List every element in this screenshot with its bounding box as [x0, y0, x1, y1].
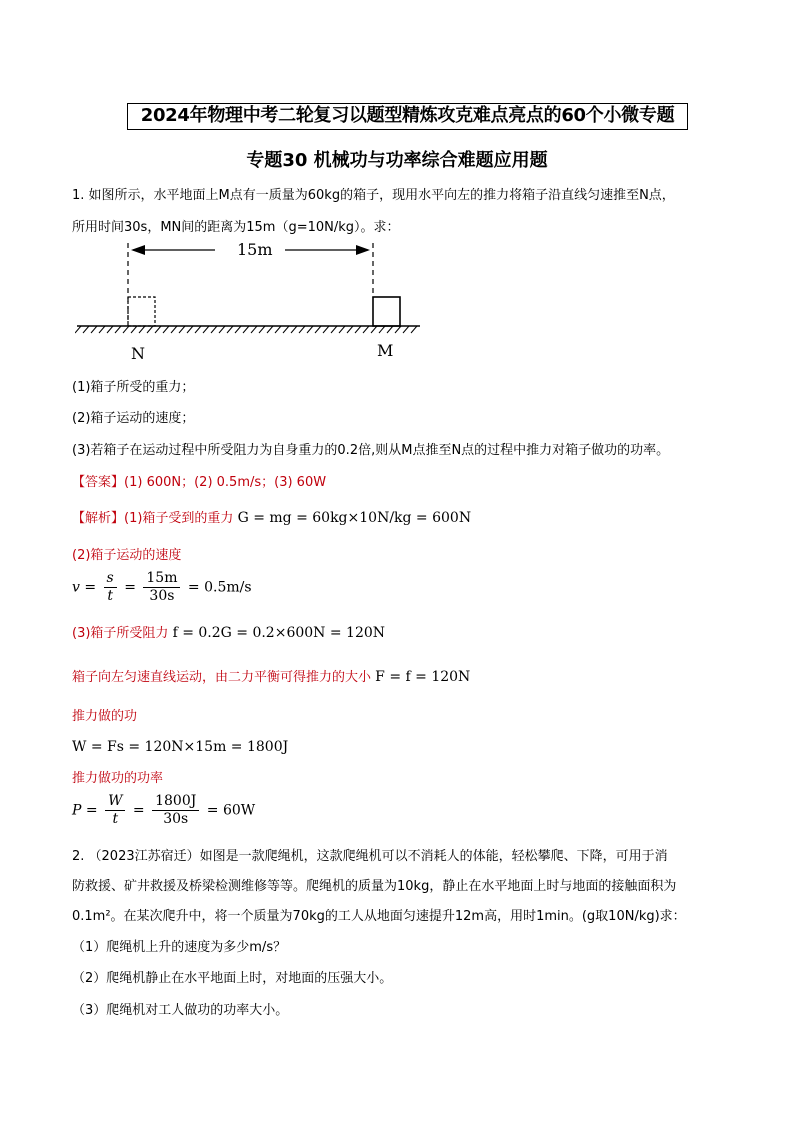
q1-sub3: (3)若箱子在运动过程中所受阻力为自身重力的0.2倍,则从M点推至N点的过程中推力对箱子做功的功率。 — [72, 443, 670, 458]
hatch-mark — [83, 326, 89, 333]
q2-stem-line3: 0.1m²。在某次爬升中，将一个质量为70kg的工人从地面匀速提升12m高，用时1min。(g取10N/kg)求： — [72, 909, 686, 924]
hatch-mark — [147, 326, 153, 333]
hatch-mark — [179, 326, 185, 333]
analysis-step3-text: (3)箱子所受阻力 — [72, 626, 169, 641]
q1-sub1: (1)箱子所受的重力； — [72, 380, 195, 395]
frac-den: 30s — [149, 588, 175, 604]
hatch-mark — [307, 326, 313, 333]
hatch-mark — [139, 326, 145, 333]
q2-sub1: （1）爬绳机上升的速度为多少m/s？ — [72, 940, 287, 955]
fraction-w-over-t — [105, 793, 125, 828]
q2-stem-line2: 防救援、矿井救援及桥梁检测维修等等。爬绳机的质量为10kg，静止在水平地面上时与地面的接触面积为 — [72, 879, 677, 894]
hatch-mark — [275, 326, 281, 333]
hatch-mark — [323, 326, 329, 333]
hatch-mark — [155, 326, 161, 333]
point-n-label: N — [131, 344, 145, 363]
hatch-mark — [379, 326, 385, 333]
hatch-mark — [387, 326, 393, 333]
hatch-mark — [123, 326, 129, 333]
analysis-step1-formula: G = mg = 60kg×10N/kg = 600N — [237, 510, 472, 526]
ground-hatch — [75, 326, 417, 333]
hatch-mark — [403, 326, 409, 333]
q1-analysis-4 — [72, 667, 470, 688]
velocity-result: = 0.5m/s — [187, 579, 252, 596]
analysis-step4-text: 箱子向左匀速直线运动，由二力平衡可得推力的大小 — [72, 670, 372, 685]
hatch-mark — [195, 326, 201, 333]
equals: = — [124, 579, 136, 596]
hatch-mark — [411, 326, 417, 333]
hatch-mark — [259, 326, 265, 333]
hatch-mark — [371, 326, 377, 333]
hatch-mark — [203, 326, 209, 333]
q1-analysis-1 — [72, 508, 471, 529]
box-at-n — [128, 297, 155, 326]
frac-num: W — [105, 793, 125, 811]
analysis-step2-text: (2)箱子运动的速度 — [72, 548, 182, 563]
analysis-step5-text: 推力做的功 — [72, 709, 138, 724]
hatch-mark — [211, 326, 217, 333]
power-result: = 60W — [206, 802, 256, 819]
analysis-step4-formula: F = f = 120N — [375, 669, 471, 685]
q2-stem-line1: 2. （2023江苏宿迁）如图是一款爬绳机，这款爬绳机可以不消耗人的体能，轻松攀爬、下降，可用于消 — [72, 849, 668, 864]
analysis-step5-formula: W = Fs = 120N×15m = 1800J — [72, 739, 289, 755]
hatch-mark — [331, 326, 337, 333]
q2-sub2: （2）爬绳机静止在水平地面上时，对地面的压强大小。 — [72, 971, 393, 986]
q2-sub3: （3）爬绳机对工人做功的功率大小。 — [72, 1003, 289, 1018]
analysis-step1-text: (1)箱子受到的重力 — [124, 511, 234, 526]
q1-figure — [75, 238, 425, 368]
answer-text: (1) 600N；(2) 0.5m/s；(3) 60W — [124, 475, 327, 490]
hatch-mark — [115, 326, 121, 333]
hatch-mark — [99, 326, 105, 333]
analysis-tag: 【解析】 — [72, 511, 125, 526]
fraction-15m-over-30s — [143, 570, 180, 605]
hatch-mark — [299, 326, 305, 333]
hatch-mark — [227, 326, 233, 333]
velocity-lhs: v = — [72, 579, 97, 596]
q1-analysis-3 — [72, 623, 385, 644]
q1-sub2: (2)箱子运动的速度； — [72, 411, 195, 426]
analysis-step3-formula: f = 0.2G = 0.2×600N = 120N — [172, 625, 386, 641]
hatch-mark — [347, 326, 353, 333]
hatch-mark — [187, 326, 193, 333]
frac-den: t — [107, 588, 113, 604]
fraction-s-over-t — [104, 570, 117, 605]
arrow-left-head — [131, 245, 145, 255]
hatch-mark — [267, 326, 273, 333]
equals: = — [132, 802, 145, 819]
hatch-mark — [75, 326, 81, 333]
hatch-mark — [131, 326, 137, 333]
hatch-mark — [107, 326, 113, 333]
hatch-mark — [355, 326, 361, 333]
hatch-mark — [251, 326, 257, 333]
analysis-step6-formula — [72, 793, 255, 828]
hatch-mark — [291, 326, 297, 333]
hatch-mark — [283, 326, 289, 333]
answer-tag: 【答案】 — [72, 475, 125, 490]
hatch-mark — [91, 326, 97, 333]
document-title: 2024年物理中考二轮复习以题型精炼攻克难点亮点的60个小微专题 — [127, 103, 688, 130]
hatch-mark — [171, 326, 177, 333]
frac-den: t — [112, 811, 119, 827]
hatch-mark — [235, 326, 241, 333]
hatch-mark — [363, 326, 369, 333]
hatch-mark — [339, 326, 345, 333]
hatch-mark — [163, 326, 169, 333]
q1-stem-line1: 1. 如图所示，水平地面上M点有一质量为60kg的箱子，现用水平向左的推力将箱子沿直线匀速推至N点， — [72, 188, 675, 203]
distance-label: 15m — [237, 240, 273, 259]
frac-den: 30s — [163, 811, 189, 827]
q1-answer — [72, 473, 326, 493]
point-m-label: M — [377, 341, 394, 360]
hatch-mark — [243, 326, 249, 333]
topic-subtitle: 专题30 机械功与功率综合难题应用题 — [246, 150, 548, 171]
arrow-right-head — [356, 245, 370, 255]
q1-stem-line2: 所用时间30s，MN间的距离为15m（g=10N/kg）。求： — [72, 220, 400, 235]
fraction-1800j-over-30s — [152, 793, 199, 828]
frac-num: 15m — [143, 570, 180, 588]
analysis-step2-formula — [72, 570, 252, 605]
hatch-mark — [219, 326, 225, 333]
frac-num: s — [104, 570, 117, 588]
power-lhs: P = — [72, 802, 98, 819]
hatch-mark — [315, 326, 321, 333]
frac-num: 1800J — [152, 793, 199, 811]
box-at-m — [373, 297, 400, 326]
analysis-step6-text: 推力做功的功率 — [72, 771, 164, 786]
hatch-mark — [395, 326, 401, 333]
